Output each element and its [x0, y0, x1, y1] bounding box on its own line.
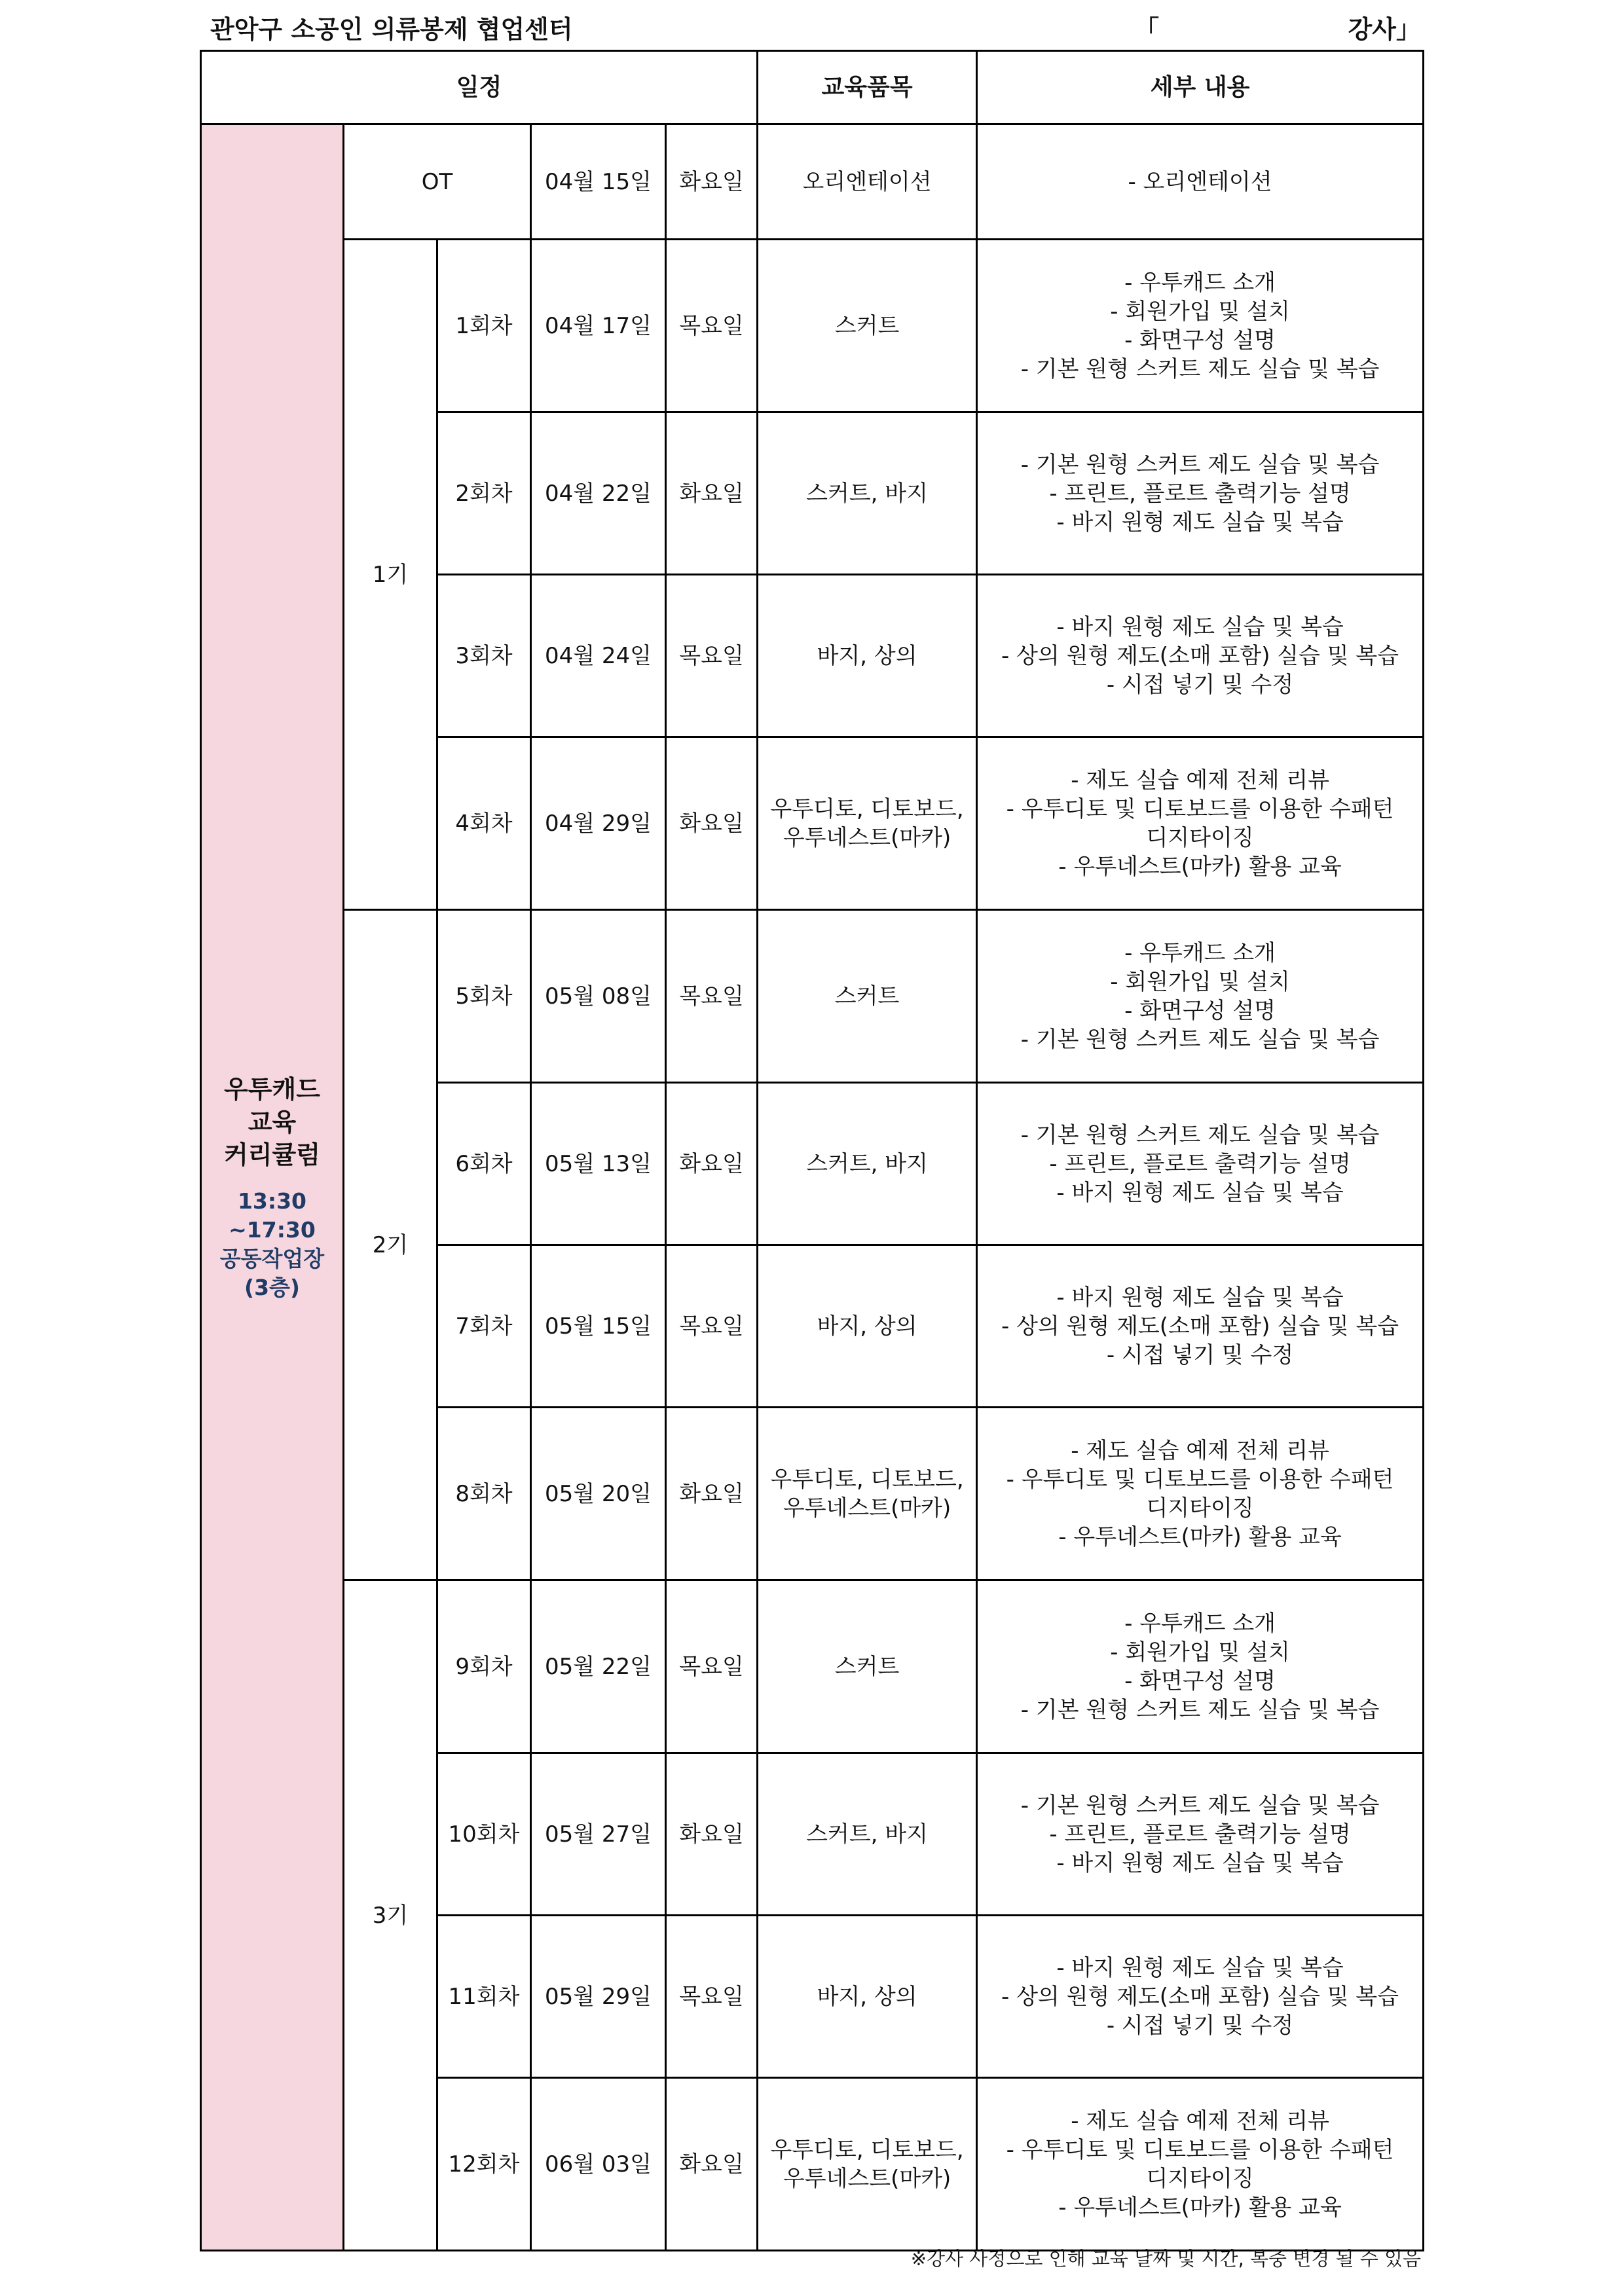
day-cell: 화요일 [666, 2078, 758, 2251]
subject-cell [758, 1083, 977, 1245]
details-cell [977, 1580, 1424, 1753]
details-cell [977, 575, 1424, 737]
day-cell: 목요일 [666, 240, 758, 412]
day-cell: 목요일 [666, 1916, 758, 2078]
detail-line: - 프린트, 플로트 출력기능 설명 [1049, 1821, 1351, 1848]
session-cell: 2회차 [437, 412, 531, 575]
date-cell: 05월 13일 [531, 1083, 666, 1245]
detail-line: - 바지 원형 제도 실습 및 복습 [1056, 1284, 1344, 1311]
date-cell: 05월 22일 [531, 1580, 666, 1753]
subject-cell [758, 575, 977, 737]
details-cell [977, 240, 1424, 412]
date-cell: 04월 17일 [531, 240, 666, 412]
date-cell: 04월 24일 [531, 575, 666, 737]
document-header [200, 9, 1421, 50]
subject-cell [758, 412, 977, 575]
session-cell: 5회차 [437, 910, 531, 1083]
day-cell: 화요일 [666, 412, 758, 575]
details-cell [977, 1753, 1424, 1916]
table-header-row [201, 51, 1424, 124]
session-cell: 9회차 [437, 1580, 531, 1753]
ot-label: OT [344, 124, 531, 240]
subject-line: 스커트 [834, 1653, 900, 1680]
date-cell: 05월 20일 [531, 1408, 666, 1580]
details-cell [977, 1245, 1424, 1408]
session-cell: 1회차 [437, 240, 531, 412]
details-cell [977, 1916, 1424, 2078]
detail-line: - 바지 원형 제도 실습 및 복습 [1056, 1179, 1344, 1206]
detail-line: 디지타이징 [1146, 2165, 1254, 2192]
detail-line: - 회원가입 및 설치 [1110, 968, 1290, 995]
ot-subject: 오리엔테이션 [758, 124, 977, 240]
detail-line: 디지타이징 [1146, 1495, 1254, 1522]
subject-line: 우투디토, 디토보드, [770, 795, 964, 822]
side-label-time-start: 13:30 [237, 1188, 307, 1214]
day-cell: 목요일 [666, 575, 758, 737]
detail-line: - 우투캐드 소개 [1124, 939, 1276, 966]
curriculum-table [200, 50, 1424, 2251]
subject-line: 스커트, 바지 [806, 1821, 928, 1848]
detail-line: - 우투네스트(마카) 활용 교육 [1058, 1523, 1342, 1550]
detail-line: - 바지 원형 제도 실습 및 복습 [1056, 509, 1344, 536]
detail-line: - 상의 원형 제도(소매 포함) 실습 및 복습 [1001, 1983, 1399, 2010]
ot-detail-line: - 오리엔테이션 [1128, 168, 1272, 195]
table-body [201, 124, 1424, 2251]
subject-line: 스커트, 바지 [806, 1150, 928, 1177]
detail-line: - 제도 실습 예제 전체 리뷰 [1071, 767, 1329, 793]
cohort-cell: 2기 [344, 910, 437, 1580]
side-label-place: 공동작업장 [219, 1245, 325, 1271]
date-cell: 05월 27일 [531, 1753, 666, 1916]
subject-cell [758, 1245, 977, 1408]
subject-cell [758, 1580, 977, 1753]
instructor-text: 강사」 [1348, 15, 1421, 44]
header-details: 세부 내용 [977, 51, 1424, 124]
table-row [201, 910, 1424, 1083]
side-label-line3: 커리큘럼 [224, 1140, 320, 1169]
detail-line: - 우투네스트(마카) 활용 교육 [1058, 853, 1342, 880]
table-row [201, 240, 1424, 412]
side-label-time-end: ~17:30 [229, 1216, 316, 1243]
details-cell [977, 1083, 1424, 1245]
side-label-line2: 교육 [248, 1107, 297, 1137]
detail-line: - 우투디토 및 디토보드를 이용한 수패턴 [1006, 2136, 1394, 2163]
detail-line: - 화면구성 설명 [1124, 997, 1276, 1024]
day-cell: 화요일 [666, 737, 758, 910]
detail-line: - 제도 실습 예제 전체 리뷰 [1071, 1437, 1329, 1464]
session-cell: 7회차 [437, 1245, 531, 1408]
detail-line: - 우투디토 및 디토보드를 이용한 수패턴 [1006, 1466, 1394, 1493]
day-cell: 목요일 [666, 910, 758, 1083]
table-row [201, 1580, 1424, 1753]
details-cell [977, 412, 1424, 575]
session-cell: 6회차 [437, 1083, 531, 1245]
detail-line: - 제도 실습 예제 전체 리뷰 [1071, 2107, 1329, 2134]
instructor-label [1134, 9, 1421, 50]
detail-line: - 기본 원형 스커트 제도 실습 및 복습 [1020, 1026, 1380, 1053]
details-cell [977, 2078, 1424, 2251]
ot-date: 04월 15일 [531, 124, 666, 240]
cohort-cell: 3기 [344, 1580, 437, 2251]
detail-line: - 상의 원형 제도(소매 포함) 실습 및 복습 [1001, 642, 1399, 669]
detail-line: - 바지 원형 제도 실습 및 복습 [1056, 613, 1344, 640]
curriculum-side-label [201, 124, 344, 2251]
date-cell: 04월 22일 [531, 412, 666, 575]
subject-line: 스커트 [834, 983, 900, 1010]
subject-line: 바지, 상의 [817, 1983, 917, 2010]
subject-line: 우투네스트(마카) [783, 824, 951, 851]
side-label-line1: 우투캐드 [224, 1074, 320, 1104]
detail-line: - 기본 원형 스커트 제도 실습 및 복습 [1020, 355, 1380, 382]
subject-line: 우투디토, 디토보드, [770, 1466, 964, 1493]
detail-line: - 우투캐드 소개 [1124, 269, 1276, 296]
day-cell: 목요일 [666, 1245, 758, 1408]
detail-line: - 우투네스트(마카) 활용 교육 [1058, 2194, 1342, 2221]
day-cell: 화요일 [666, 1753, 758, 1916]
subject-cell [758, 240, 977, 412]
detail-line: - 바지 원형 제도 실습 및 복습 [1056, 1850, 1344, 1876]
session-cell: 10회차 [437, 1753, 531, 1916]
subject-line: 우투디토, 디토보드, [770, 2136, 964, 2163]
ot-day: 화요일 [666, 124, 758, 240]
detail-line: - 기본 원형 스커트 제도 실습 및 복습 [1020, 451, 1380, 478]
detail-line: - 시접 넣기 및 수정 [1106, 671, 1294, 698]
subject-line: 스커트, 바지 [806, 480, 928, 507]
table-row-ot [201, 124, 1424, 240]
date-cell: 05월 29일 [531, 1916, 666, 2078]
subject-cell [758, 2078, 977, 2251]
subject-cell [758, 1916, 977, 2078]
date-cell: 05월 15일 [531, 1245, 666, 1408]
details-cell [977, 910, 1424, 1083]
subject-line: 우투네스트(마카) [783, 1495, 951, 1522]
detail-line: - 우투캐드 소개 [1124, 1610, 1276, 1637]
date-cell: 04월 29일 [531, 737, 666, 910]
subject-cell [758, 910, 977, 1083]
date-cell: 06월 03일 [531, 2078, 666, 2251]
session-cell: 12회차 [437, 2078, 531, 2251]
details-cell [977, 1408, 1424, 1580]
header-subject: 교육품목 [758, 51, 977, 124]
session-cell: 8회차 [437, 1408, 531, 1580]
detail-line: - 바지 원형 제도 실습 및 복습 [1056, 1954, 1344, 1981]
side-label-info [202, 1187, 342, 1302]
detail-line: - 프린트, 플로트 출력기능 설명 [1049, 480, 1351, 507]
detail-line: - 기본 원형 스커트 제도 실습 및 복습 [1020, 1121, 1380, 1148]
subject-cell [758, 1408, 977, 1580]
subject-line: 바지, 상의 [817, 642, 917, 669]
detail-line: 디지타이징 [1146, 824, 1254, 851]
subject-line: 바지, 상의 [817, 1313, 917, 1339]
date-cell: 05월 08일 [531, 910, 666, 1083]
session-cell: 4회차 [437, 737, 531, 910]
side-label-floor: (3층) [244, 1274, 300, 1300]
header-schedule: 일정 [201, 51, 758, 124]
detail-line: - 프린트, 플로트 출력기능 설명 [1049, 1150, 1351, 1177]
day-cell: 목요일 [666, 1580, 758, 1753]
day-cell: 화요일 [666, 1083, 758, 1245]
subject-line: 스커트 [834, 312, 900, 339]
day-cell: 화요일 [666, 1408, 758, 1580]
cohort-cell: 1기 [344, 240, 437, 910]
detail-line: - 상의 원형 제도(소매 포함) 실습 및 복습 [1001, 1313, 1399, 1339]
detail-line: - 화면구성 설명 [1124, 327, 1276, 354]
ot-details [977, 124, 1424, 240]
detail-line: - 시접 넣기 및 수정 [1106, 1341, 1294, 1368]
detail-line: - 기본 원형 스커트 제도 실습 및 복습 [1020, 1792, 1380, 1819]
detail-line: - 화면구성 설명 [1124, 1667, 1276, 1694]
details-cell [977, 737, 1424, 910]
subject-cell [758, 737, 977, 910]
footnote: ※강사 사정으로 인해 교육 날짜 및 시간, 복중 변경 될 수 있음 [910, 2248, 1421, 2270]
subject-line: 우투네스트(마카) [783, 2165, 951, 2192]
organization-name: 관악구 소공인 의류봉제 협업센터 [210, 15, 573, 44]
detail-line: - 우투디토 및 디토보드를 이용한 수패턴 [1006, 795, 1394, 822]
detail-line: - 시접 넣기 및 수정 [1106, 2012, 1294, 2039]
subject-cell [758, 1753, 977, 1916]
instructor-bracket-open: 「 [1134, 15, 1159, 44]
detail-line: - 회원가입 및 설치 [1110, 298, 1290, 325]
session-cell: 11회차 [437, 1916, 531, 2078]
session-cell: 3회차 [437, 575, 531, 737]
detail-line: - 기본 원형 스커트 제도 실습 및 복습 [1020, 1696, 1380, 1723]
detail-line: - 회원가입 및 설치 [1110, 1639, 1290, 1666]
